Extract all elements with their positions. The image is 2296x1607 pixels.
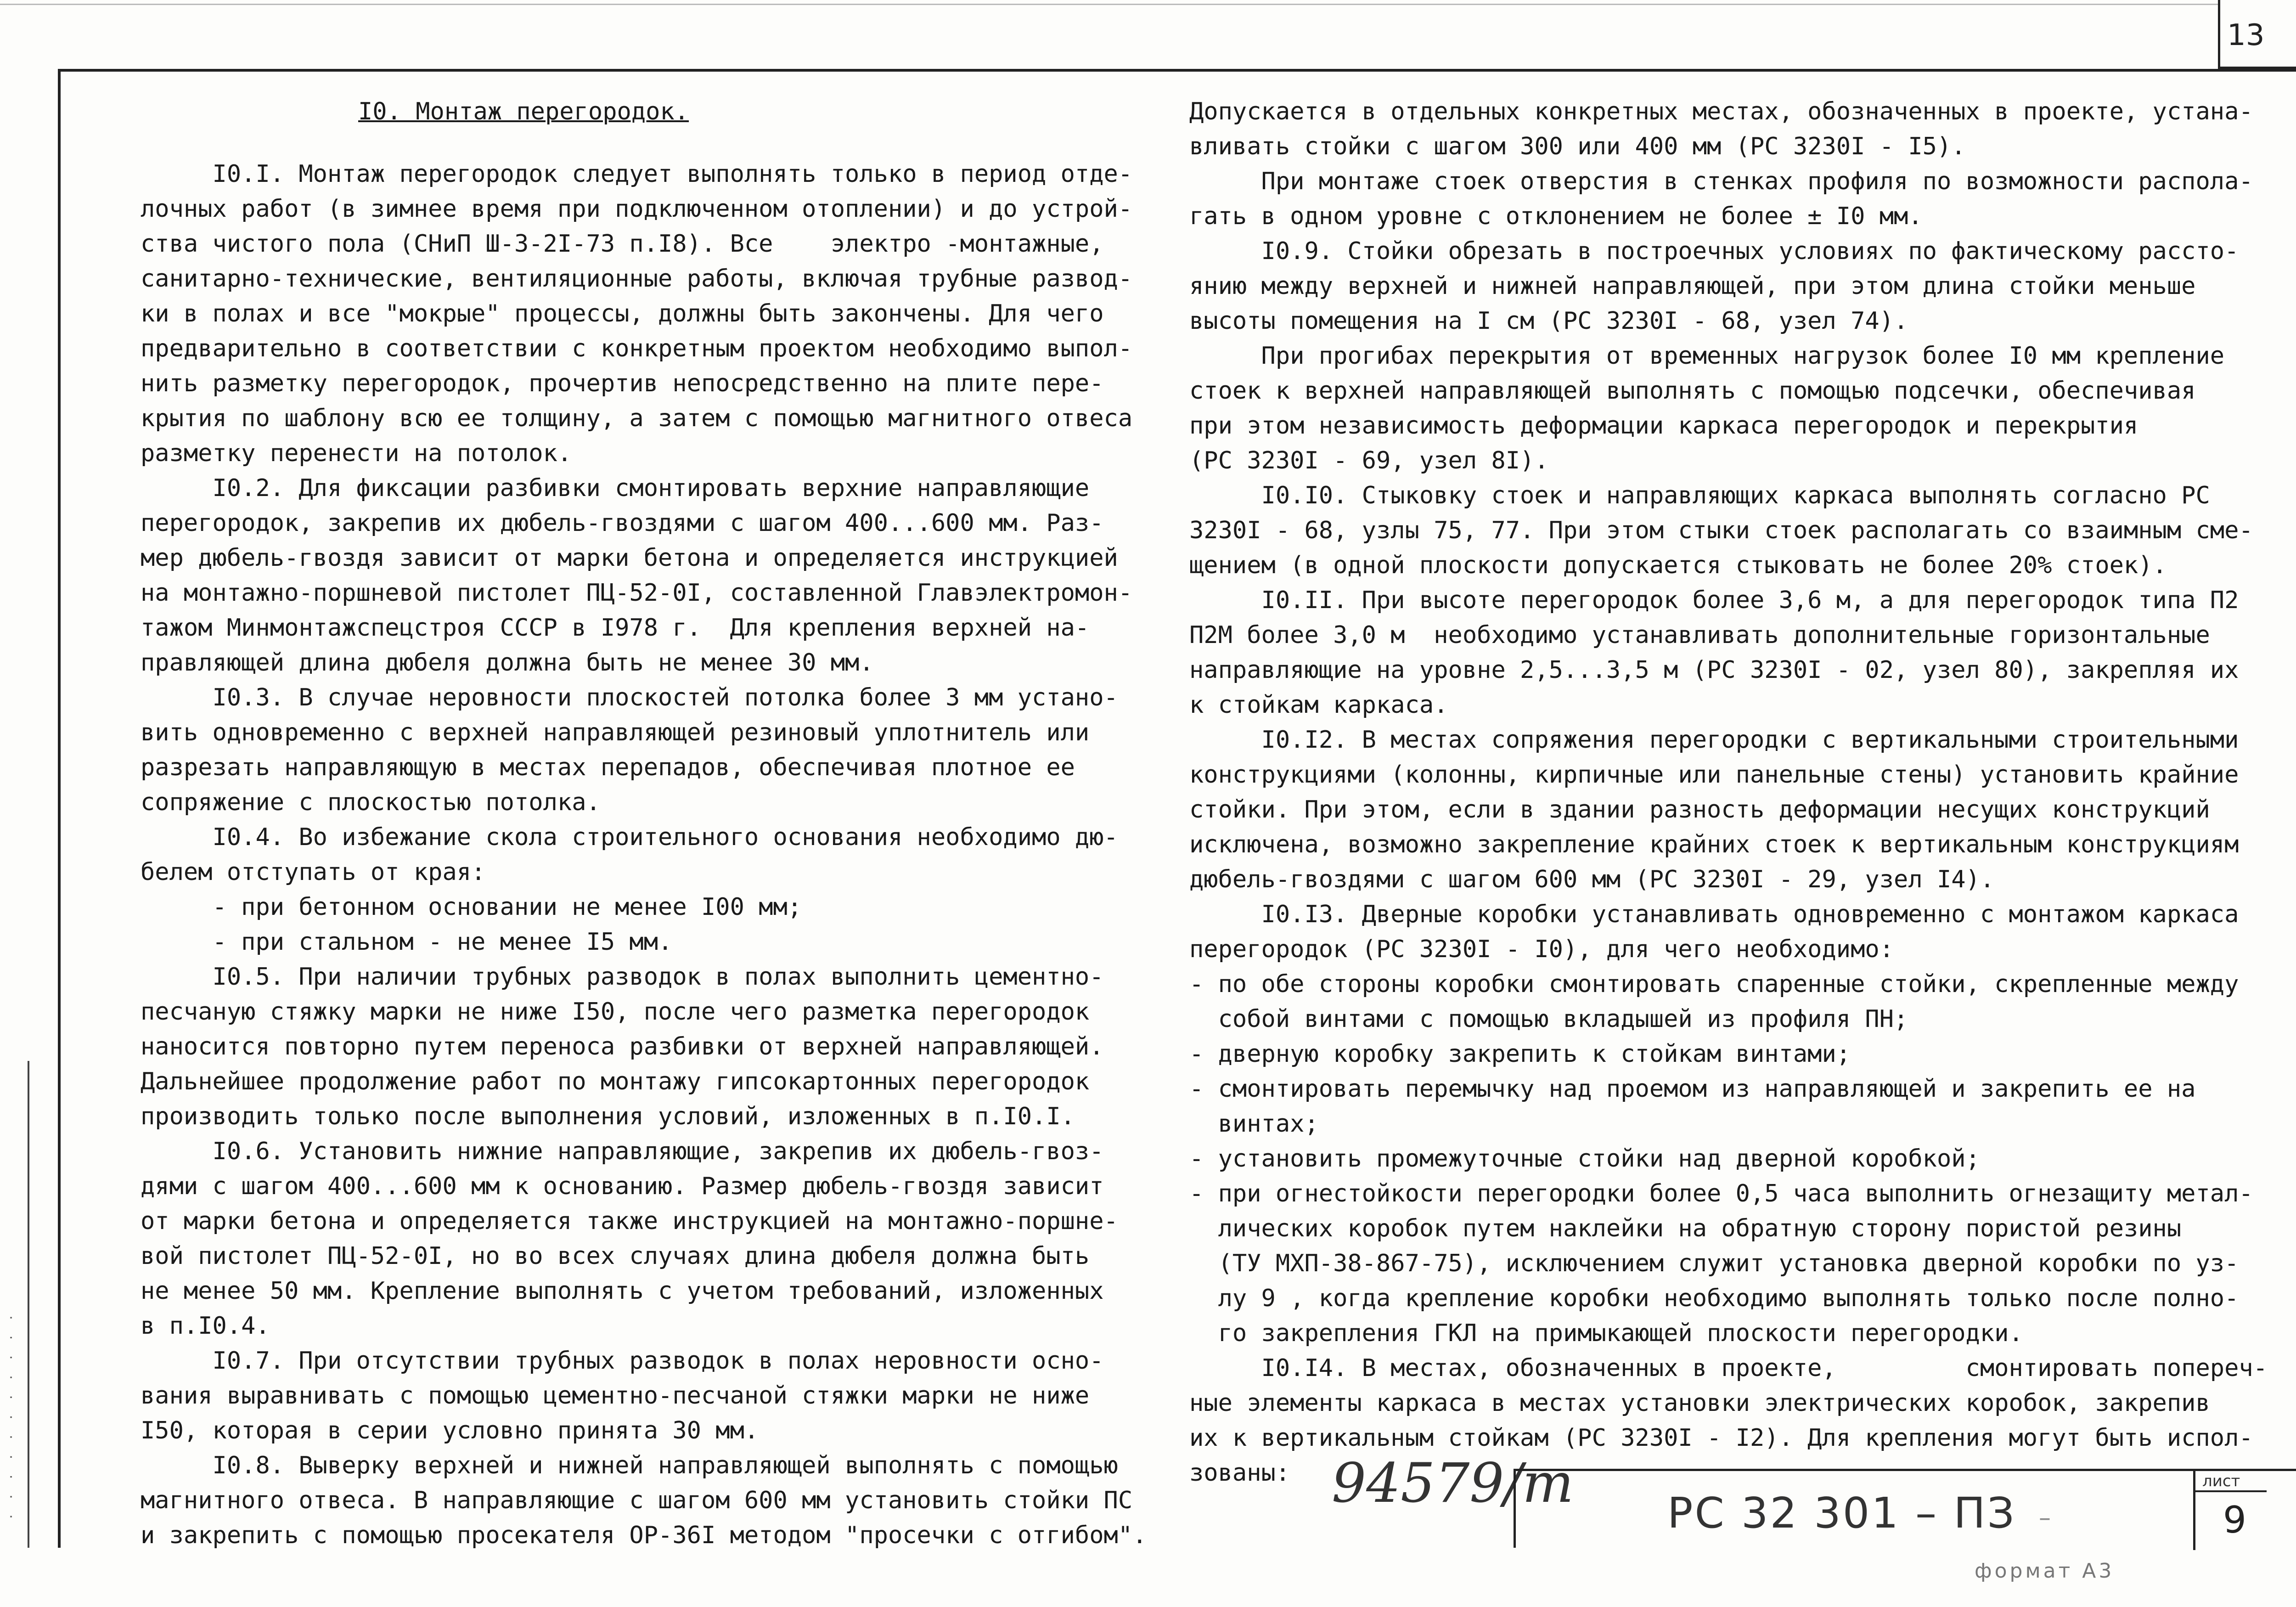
right-column-line: (РС 3230I - 69, узел 8I).	[1189, 447, 1549, 474]
left-column-line: I0.7. При отсутствии трубных разводок в полах неровности осно-	[141, 1347, 1104, 1375]
left-stamp-strip	[0, 1061, 58, 1548]
left-column-line: тажом Минмонтажспецстроя СССР в I978 г. Для крепления верхней на-	[141, 614, 1090, 642]
left-column-line: - при стальном - не менее I5 мм.	[141, 928, 673, 956]
right-column-line: П2М более 3,0 м необходимо устанавливать дополнительные горизонтальные	[1189, 621, 2210, 649]
section-heading	[358, 94, 689, 129]
left-column-line: крытия по шаблону всю ее толщину, а затем с помощью магнитного отвеса	[141, 405, 1133, 432]
right-column-line: I0.I3. Дверные коробки устанавливать одновременно с монтажом каркаса	[1189, 901, 2239, 928]
right-column-line: направляющие на уровне 2,5...3,5 м (РС 3230I - 02, узел 80), закрепляя их	[1189, 656, 2239, 684]
left-column-line: - при бетонном основании не менее I00 мм;	[141, 893, 802, 921]
left-column-line: ки в полах и все "мокрые" процессы, должны быть закончены. Для чего	[141, 300, 1104, 327]
left-column-line: I0.3. В случае неровности плоскостей потолка более 3 мм устано-	[141, 684, 1118, 711]
left-column-line: Дальнейшее продолжение работ по монтажу гипсокартонных перегородок	[141, 1068, 1090, 1095]
left-column-line: I0.2. Для фиксации разбивки смонтировать верхние направляющие	[141, 474, 1090, 502]
left-column-line: I0.4. Во избежание скола строительного основания необходимо дю-	[141, 823, 1118, 851]
right-column-line: винтах;	[1189, 1110, 1319, 1138]
right-text-column	[1189, 94, 2268, 1490]
stamp-strip-line	[28, 1061, 29, 1548]
left-column-line: предварительно в соответствии с конкретным проектом необходимо выпол-	[141, 335, 1133, 362]
left-column-line: разметку перенести на потолок.	[141, 440, 572, 467]
title-block-label-line	[2193, 1490, 2267, 1492]
left-column-line: лочных работ (в зимнее время при подключенном отоплении) и до устрой-	[141, 195, 1133, 223]
right-column-line: I0.9. Стойки обрезать в построечных условиях по фактическому рассто-	[1189, 237, 2239, 265]
right-column-line: При прогибах перекрытия от временных нагрузок более I0 мм крепление	[1189, 342, 2225, 370]
right-column-line: - при огнестойкости перегородки более 0,5 часа выполнить огнезащиту метал-	[1189, 1180, 2253, 1207]
right-column-line: (ТУ МХП-38-867-75), исключением служит установка дверной коробки по уз-	[1189, 1250, 2239, 1277]
title-block	[1514, 1469, 2296, 1548]
right-column-line: при этом независимость деформации каркаса перегородок и перекрытия	[1189, 412, 2138, 440]
left-column-line: наносится повторно путем переноса разбивки от верхней направляющей.	[141, 1033, 1104, 1060]
stamp-strip-marks: · · · · · · · · · · ·	[5, 1311, 18, 1520]
corner-sheet-number: 13	[2227, 18, 2265, 52]
top-border-line	[0, 4, 2218, 5]
left-column-line: I0.5. При наличии трубных разводок в полах выполнить цементно-	[141, 963, 1104, 991]
right-column-line: I0.I4. В местах, обозначенных в проекте, смонтировать попереч-	[1189, 1354, 2268, 1382]
right-column-line: стойки. При этом, если в здании разность деформации несущих конструкций	[1189, 796, 2210, 823]
right-column-line: го закрепления ГКЛ на примыкающей плоскости перегородки.	[1189, 1319, 2023, 1347]
left-column-line: разрезать направляющую в местах перепадов, обеспечивая плотное ее	[141, 754, 1075, 781]
right-column-line: - дверную коробку закрепить к стойкам винтами;	[1189, 1040, 1851, 1068]
sheet-label: лист	[2202, 1472, 2240, 1490]
right-column-line: ные элементы каркаса в местах установки электрических коробок, закрепив	[1189, 1389, 2210, 1417]
left-text-column	[141, 157, 1147, 1553]
title-block-separator	[2193, 1471, 2195, 1550]
left-column-line: санитарно-технические, вентиляционные работы, включая трубные развод-	[141, 265, 1133, 293]
document-code: РС 32 301 – ПЗ	[1667, 1489, 2016, 1538]
right-column-line: 3230I - 68, узлы 75, 77. При этом стыки стоек располагать со взаимным сме-	[1189, 517, 2253, 544]
right-column-line: Допускается в отдельных конкретных местах, обозначенных в проекте, устана-	[1189, 98, 2253, 125]
right-column-line: исключена, возможно закрепление крайних стоек к вертикальным конструкциям	[1189, 831, 2239, 858]
left-column-line: в п.I0.4.	[141, 1312, 270, 1340]
right-column-line: дюбель-гвоздями с шагом 600 мм (РС 3230I - 29, узел I4).	[1189, 866, 1995, 893]
right-column-line: перегородок (РС 3230I - I0), для чего необходимо:	[1189, 936, 1894, 963]
right-column-line: - по обе стороны коробки смонтировать спаренные стойки, скрепленные между	[1189, 970, 2239, 998]
right-column-line: щением (в одной плоскости допускается стыковать не более 20% стоек).	[1189, 552, 2167, 579]
left-column-line: на монтажно-поршневой пистолет ПЦ-52-0I, составленной Главэлектромон-	[141, 579, 1133, 607]
right-column-line: лу 9 , когда крепление коробки необходимо выполнять только после полно-	[1189, 1285, 2239, 1312]
left-column-line: I0.I. Монтаж перегородок следует выполнять только в период отде-	[141, 160, 1133, 188]
left-column-line: мер дюбель-гвоздя зависит от марки бетона и определяется инструкцией	[141, 544, 1118, 572]
right-column-line: к стойкам каркаса.	[1189, 691, 1448, 719]
left-column-line: I0.6. Установить нижние направляющие, закрепив их дюбель-гвоз-	[141, 1138, 1104, 1165]
left-column-line: дями с шагом 400...600 мм к основанию. Размер дюбель-гвоздя зависит	[141, 1173, 1104, 1200]
left-column-line: песчаную стяжку марки не ниже I50, после чего разметка перегородок	[141, 998, 1090, 1026]
left-column-line: вания выравнивать с помощью цементно-песчаной стяжки марки не ниже	[141, 1382, 1090, 1410]
right-column-line: I0.I0. Стыковку стоек и направляющих каркаса выполнять согласно РС	[1189, 482, 2210, 509]
left-column-line: белем отступать от края:	[141, 858, 486, 886]
left-column-line: сопряжение с плоскостью потолка.	[141, 789, 601, 816]
left-column-line: правляющей длина дюбеля должна быть не менее 30 мм.	[141, 649, 874, 677]
left-column-line: и закрепить с помощью просекателя ОР-36I методом "просечки с отгибом".	[141, 1522, 1147, 1549]
section-heading-text: I0. Монтаж перегородок.	[358, 98, 689, 125]
right-column-line: их к вертикальным стойкам (РС 3230I - I2). Для крепления могут быть испол-	[1189, 1424, 2253, 1452]
left-column-line: от марки бетона и определяется также инструкцией на монтажно-поршне-	[141, 1207, 1118, 1235]
right-column-line: стоек к верхней направляющей выполнять с помощью подсечки, обеспечивая	[1189, 377, 2196, 405]
right-column-line: высоты помещения на I см (РС 3230I - 68, узел 74).	[1189, 307, 1908, 335]
right-column-line: лических коробок путем наклейки на обратную сторону пористой резины	[1189, 1215, 2182, 1242]
left-column-line: I50, которая в серии условно принята 30 мм.	[141, 1417, 759, 1444]
right-column-line: вливать стойки с шагом 300 или 400 мм (РС 3230I - I5).	[1189, 133, 1966, 160]
left-column-line: вить одновременно с верхней направляющей резиновый уплотнитель или	[141, 719, 1090, 746]
right-column-line: - установить промежуточные стойки над дверной коробкой;	[1189, 1145, 1980, 1173]
right-column-line: - смонтировать перемычку над проемом из направляющей и закрепить ее на	[1189, 1075, 2196, 1103]
left-column-line: I0.8. Выверку верхней и нижней направляющей выполнять с помощью	[141, 1452, 1118, 1479]
dash-mark: –	[2039, 1504, 2051, 1532]
right-column-line: янию между верхней и нижней направляющей, при этом длина стойки меньше	[1189, 272, 2196, 300]
right-column-line: конструкциями (колонны, кирпичные или панельные стены) установить крайние	[1189, 761, 2239, 789]
left-column-line: вой пистолет ПЦ-52-0I, но во всех случаях длина дюбеля должна быть	[141, 1242, 1090, 1270]
left-column-line: производить только после выполнения условий, изложенных в п.I0.I.	[141, 1103, 1075, 1130]
format-note: формат А3	[1975, 1559, 2115, 1583]
right-column-line: собой винтами с помощью вкладышей из профиля ПН;	[1189, 1005, 1908, 1033]
right-column-line: I0.II. При высоте перегородок более 3,6 м, а для перегородок типа П2	[1189, 586, 2239, 614]
left-column-line: нить разметку перегородок, прочертив непосредственно на плите пере-	[141, 370, 1104, 397]
handwritten-inventory-number: 94579/т	[1332, 1451, 1574, 1515]
left-column-line: перегородок, закрепив их дюбель-гвоздями с шагом 400...600 мм. Раз-	[141, 509, 1104, 537]
right-column-line: зованы:	[1189, 1459, 1290, 1487]
right-column-line: При монтаже стоек отверстия в стенках профиля по возможности распола-	[1189, 168, 2253, 195]
left-column-line: магнитного отвеса. В направляющие с шагом 600 мм установить стойки ПС	[141, 1487, 1133, 1514]
right-column-line: гать в одном уровне с отклонением не более ± I0 мм.	[1189, 203, 1923, 230]
sheet-value: 9	[2223, 1499, 2246, 1541]
right-column-line: I0.I2. В местах сопряжения перегородки с вертикальными строительными	[1189, 726, 2239, 754]
left-column-line: ства чистого пола (СНиП Ш-3-2I-73 п.I8). Все электро -монтажные,	[141, 230, 1104, 258]
left-column-line: не менее 50 мм. Крепление выполнять с учетом требований, изложенных	[141, 1277, 1104, 1305]
